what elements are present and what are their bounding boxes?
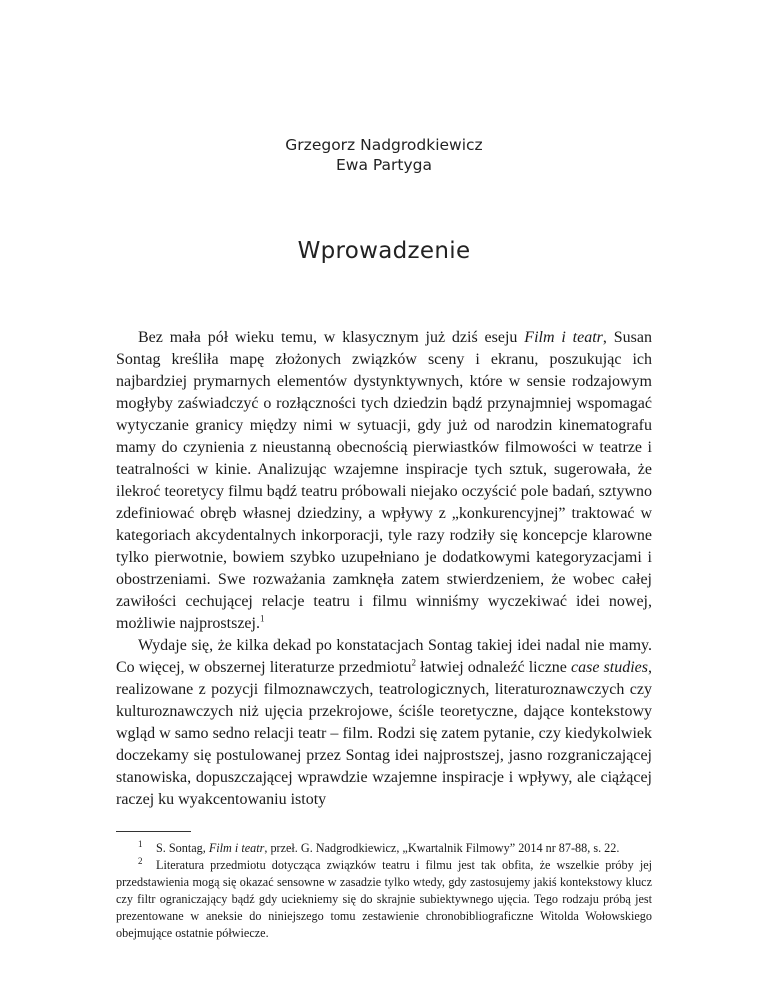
- author-name: Ewa Partyga: [335, 156, 432, 174]
- paragraph: Bez mała pół wieku temu, w klasycznym już dziś eseju Film i teatr, Susan Sontag kreśliła mapę złożonych związków sceny i ekranu, poszukując ich najbardziej prymarnych elementów dystynktywnych, które w sensie rodzajowym mogłyby zaświadczyć o rozłączności tych dziedzin bądź przynajmniej wspomagać wytyczanie granicy między nimi w sytuacji, gdy już od narodzin kinematografu mamy do czynienia z nieustanną obecnością pierwiastków filmowości w teatrze i teatralności w kinie. Analizując wzajemne inspiracje tych sztuk, sugerowała, że ilekroć teoretycy filmu bądź teatru próbowali niejako oczyścić pole badań, sztywno zdefiniować obręb własnej dziedziny, a wpływy z „konkurencyjnej” traktować w kategoriach akcydentalnych inkorporacji, tyle razy rodziły się koncepcje klarowne tylko pierwotnie, bowiem szybko uzupełniano je dodatkowymi kategoryzacjami i obostrzeniami. Swe rozważania zamknęła zatem stwierdzeniem, że wobec całej zawiłości cechującej relacje teatru i filmu winniśmy wyczekiwać idei nowej, możliwie najprostszej.$^1$: [116, 329, 652, 632]
- paragraph: Wydaje się, że kilka dekad po konstatacjach Sontag takiej idei nadal nie mamy. Co więcej, w obszernej literaturze przedmiotu$^2$ łatwiej odnaleźć liczne case studies, realizowane z pozycji filmoznawczych, teatrologicznych, literaturoznawczych czy kulturoznawczych niż ujęcia przekrojowe, ściśle teoretyczne, dające kontekstowy wgląd w samo sedno relacji teatr – film. Rodzi się zatem pytanie, czy kiedykolwiek doczekamy się postulowanej przez Sontag idei najprostszej, jasno rozgraniczającej stanowiska, dopuszczającej wprawdzie wzajemne inspiracje i wpływy, ale ciążącej raczej ku wyakcentowaniu istoty: [116, 637, 652, 808]
- footnote-divider: [116, 831, 191, 832]
- italic-term: case studies: [571, 659, 648, 676]
- footnote-number: 2: [138, 855, 143, 866]
- author-block: [0, 135, 768, 175]
- author-name: Grzegorz Nadgrodkiewicz: [285, 136, 483, 154]
- footnote: $^2$ Literatura przedmiotu dotycząca związków teatru i filmu jest tak obfita, że wszelkie próby jej przedstawienia mogą się okazać sensowne w zasadzie tylko wtedy, gdy zastosujemy jakiś kontekstowy klucz czy filtr ograniczający bądź gdy uciekniemy się do skrajnie subiektywnego ujęcia. Tego rodzaju próbą jest prezentowane w aneksie do niniejszego tomu zestawienie chronobibliograficzne Witolda Wołowskiego obejmujące ostatnie półwiecze.: [116, 855, 652, 940]
- footnote-number: 1: [138, 838, 143, 849]
- footnotes: [116, 840, 652, 942]
- italic-title: Film i teatr: [524, 329, 603, 346]
- footnote-ref[interactable]: 2: [411, 657, 417, 668]
- footnote: $^1$ S. Sontag, Film i teatr, przeł. G. Nadgrodkiewicz, „Kwartalnik Filmowy” 2014 nr 87-88, s. 22.: [138, 838, 620, 855]
- chapter-title: Wprowadzenie: [297, 238, 471, 264]
- main-text: [116, 327, 652, 811]
- footnote-ref[interactable]: 1: [259, 613, 265, 624]
